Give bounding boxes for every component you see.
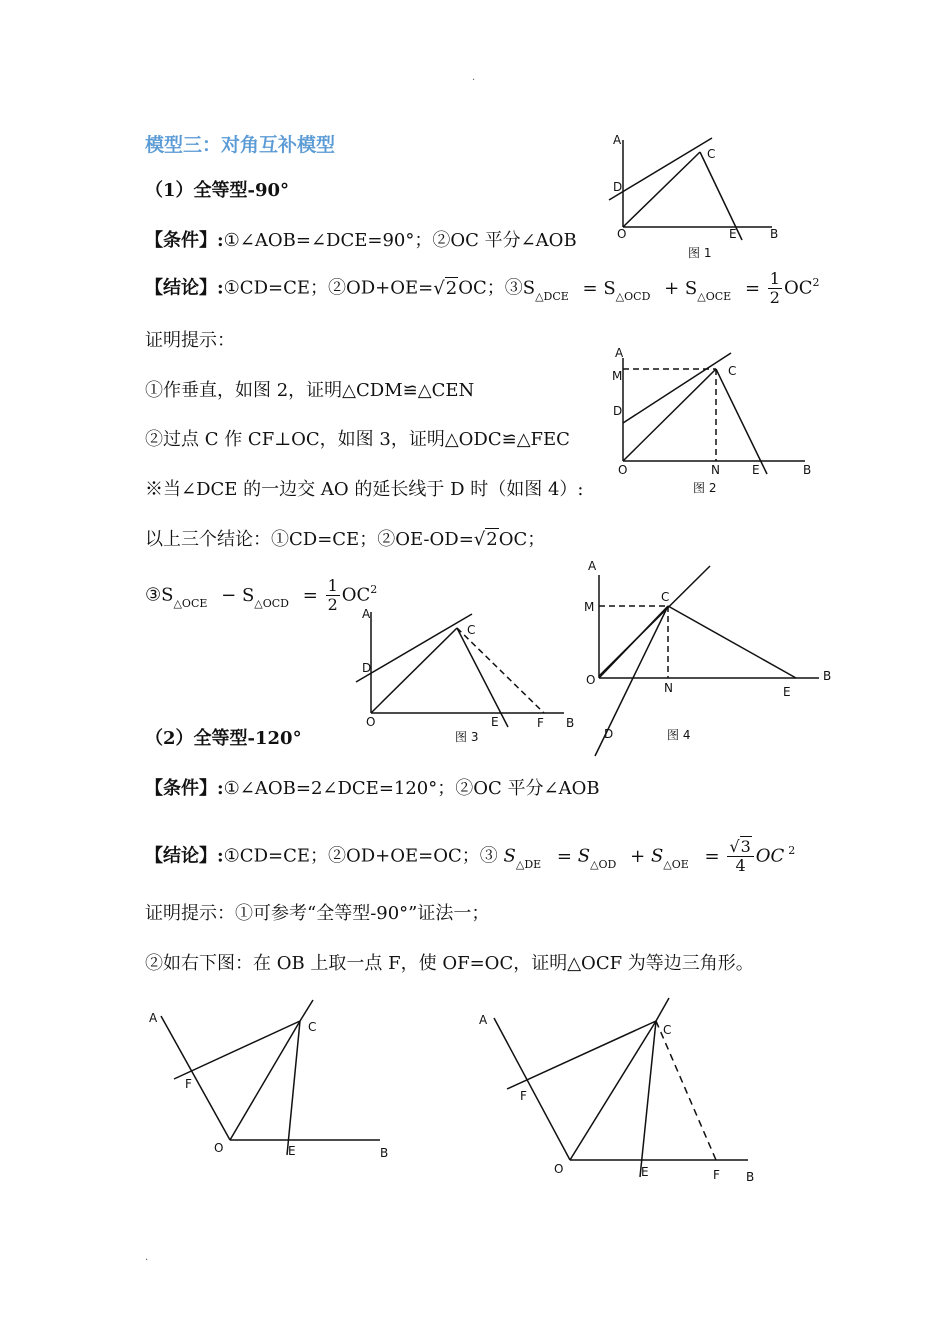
sub-oce: △OCE	[697, 289, 732, 303]
fig1-label-b: B	[770, 227, 779, 241]
fig3-label-o: O	[366, 715, 376, 729]
condition-text-2: ①∠AOB=2∠DCE=120°；②OC 平分∠AOB	[223, 778, 600, 799]
part2-hint-2: ②如右下图：在 OB 上取一点 F，使 OF=OC，证明△OCF 为等边三角形。	[145, 953, 754, 974]
fig4-label-d: D	[604, 727, 614, 741]
conclusion-2a: ①CD=CE；②OD+OE=OC；③	[223, 845, 498, 867]
s3-sub1: △OCE	[173, 596, 208, 610]
fig3-label-e: E	[491, 715, 499, 729]
fig6-label-f1: F	[520, 1089, 527, 1103]
fig5-label-c: C	[308, 1020, 317, 1034]
part2-conclusion	[145, 838, 795, 875]
fig5-label-o: O	[214, 1141, 224, 1155]
fig4-label-a: A	[588, 559, 597, 573]
three-conclusions	[145, 529, 545, 551]
s3-eq: =	[302, 584, 318, 606]
fig6-label-f2: F	[713, 1168, 720, 1182]
s-oe: S	[650, 845, 664, 867]
eq-sign-2: =	[744, 277, 761, 299]
extension-note: ※当∠DCE 的一边交 AO 的延长线于 D 时（如图 4）:	[145, 479, 584, 500]
fig4-label-o: O	[586, 673, 596, 687]
condition-label-2: 【条件】:	[145, 778, 224, 799]
oc-2: OC	[755, 845, 785, 867]
half-fraction: $\frac{1}{2}$	[769, 269, 780, 307]
eq-sign: = S	[582, 277, 616, 299]
plus-sign: + S	[664, 277, 698, 299]
s3-sup2: 2	[370, 582, 378, 596]
fig3-label-d: D	[362, 661, 372, 675]
plus-2: +	[630, 845, 646, 867]
fig2-caption: 图 2	[693, 481, 717, 495]
three-a: 以上三个结论：①CD=CE；②OE-OD=	[145, 529, 474, 550]
fig3-label-c: C	[467, 623, 476, 637]
fig5-label-a: A	[149, 1011, 158, 1025]
fig2-label-o: O	[618, 463, 628, 477]
footer-mark: .	[145, 1252, 149, 1263]
sub-od: △OD	[590, 857, 617, 871]
fig1-label-e: E	[729, 227, 737, 241]
part2-hint-1: 证明提示：①可参考“全等型-90°”证法一；	[145, 903, 490, 924]
conclusion-b: OC；③S	[458, 277, 536, 299]
proof-hint-label: 证明提示：	[145, 330, 235, 351]
s-de: S	[503, 845, 516, 867]
oc-text: OC	[783, 277, 813, 299]
s3-sub2: △OCD	[254, 596, 289, 610]
fig6-label-c: C	[663, 1023, 672, 1037]
fig5-label-f: F	[185, 1077, 192, 1091]
proof-hint-2: ②过点 C 作 CF⊥OC，如图 3，证明△ODC≌△FEC	[145, 429, 570, 450]
fig1-label-c: C	[707, 147, 716, 161]
eq-2: =	[556, 845, 572, 867]
part2-heading: （2）全等型-120°	[145, 728, 302, 749]
fig4-label-c: C	[661, 590, 670, 604]
part1-heading: （1）全等型-90°	[145, 180, 290, 201]
conclusion-label: 【结论】:	[145, 277, 224, 299]
fig3-label-f: F	[537, 716, 544, 730]
sqrt-2b: √2	[473, 529, 498, 550]
fig2-label-a: A	[615, 346, 624, 360]
half-fraction-2: $\frac{1}{2}$	[327, 576, 338, 614]
fig4-caption: 图 4	[667, 728, 691, 742]
part2-condition	[145, 778, 600, 800]
fig3-label-b: B	[566, 716, 575, 730]
fig6-label-b: B	[746, 1170, 755, 1184]
three-b: OC；	[498, 529, 546, 550]
fig6-label-o: O	[554, 1162, 564, 1176]
header-mark: .	[472, 72, 476, 83]
sub-de: △DE	[515, 857, 542, 871]
fig6-label-e: E	[641, 1165, 649, 1179]
fig1-label-o: O	[617, 227, 627, 241]
s-od: S	[577, 845, 591, 867]
s3-oc: OC	[341, 584, 371, 606]
sup-2b: 2	[788, 843, 796, 857]
conclusion-label-2: 【结论】:	[145, 845, 224, 867]
fig4-label-n: N	[664, 681, 673, 695]
fig3-label-a: A	[362, 607, 371, 621]
eq-2b: =	[704, 845, 720, 867]
fig4-label-m: M	[584, 600, 595, 614]
sub-oe: △OE	[663, 857, 689, 871]
proof-hint-1: ①作垂直，如图 2，证明△CDM≌△CEN	[145, 380, 475, 401]
sqrt3-over-4: $\frac{√3}{4}$	[727, 838, 753, 875]
s3-a: ③S	[145, 584, 174, 606]
condition-text: ①∠AOB=∠DCE=90°；②OC 平分∠AOB	[223, 230, 577, 251]
fig1-label-d: D	[613, 180, 623, 194]
sqrt-2: √2	[433, 277, 458, 299]
sub-ocd: △OCD	[615, 289, 651, 303]
condition-label: 【条件】:	[145, 230, 224, 251]
fig2-label-e: E	[752, 463, 760, 477]
fig3-caption: 图 3	[455, 730, 479, 744]
fig2-label-c: C	[728, 364, 737, 378]
conclusion-a: ①CD=CE；②OD+OE=	[223, 277, 434, 299]
fig2-label-n: N	[711, 463, 720, 477]
section-title: 模型三：对角互补模型	[145, 134, 336, 156]
sub-dce: △DCE	[535, 289, 569, 303]
fig1-label-a: A	[613, 133, 622, 147]
s3-minus: − S	[221, 584, 255, 606]
fig5-label-e: E	[288, 1144, 296, 1158]
fig2-label-m: M	[612, 369, 623, 383]
sup-2: 2	[812, 275, 820, 289]
fig1-caption: 图 1	[688, 246, 712, 260]
fig4-label-e: E	[783, 685, 791, 699]
part1-condition	[145, 230, 577, 252]
fig2-label-b: B	[803, 463, 812, 477]
fig2-label-d: D	[613, 404, 623, 418]
fig4-label-b: B	[823, 669, 832, 683]
fig5-label-b: B	[380, 1146, 389, 1160]
part1-conclusion	[145, 270, 819, 307]
area-difference	[145, 577, 377, 614]
fig6-label-a: A	[479, 1013, 488, 1027]
